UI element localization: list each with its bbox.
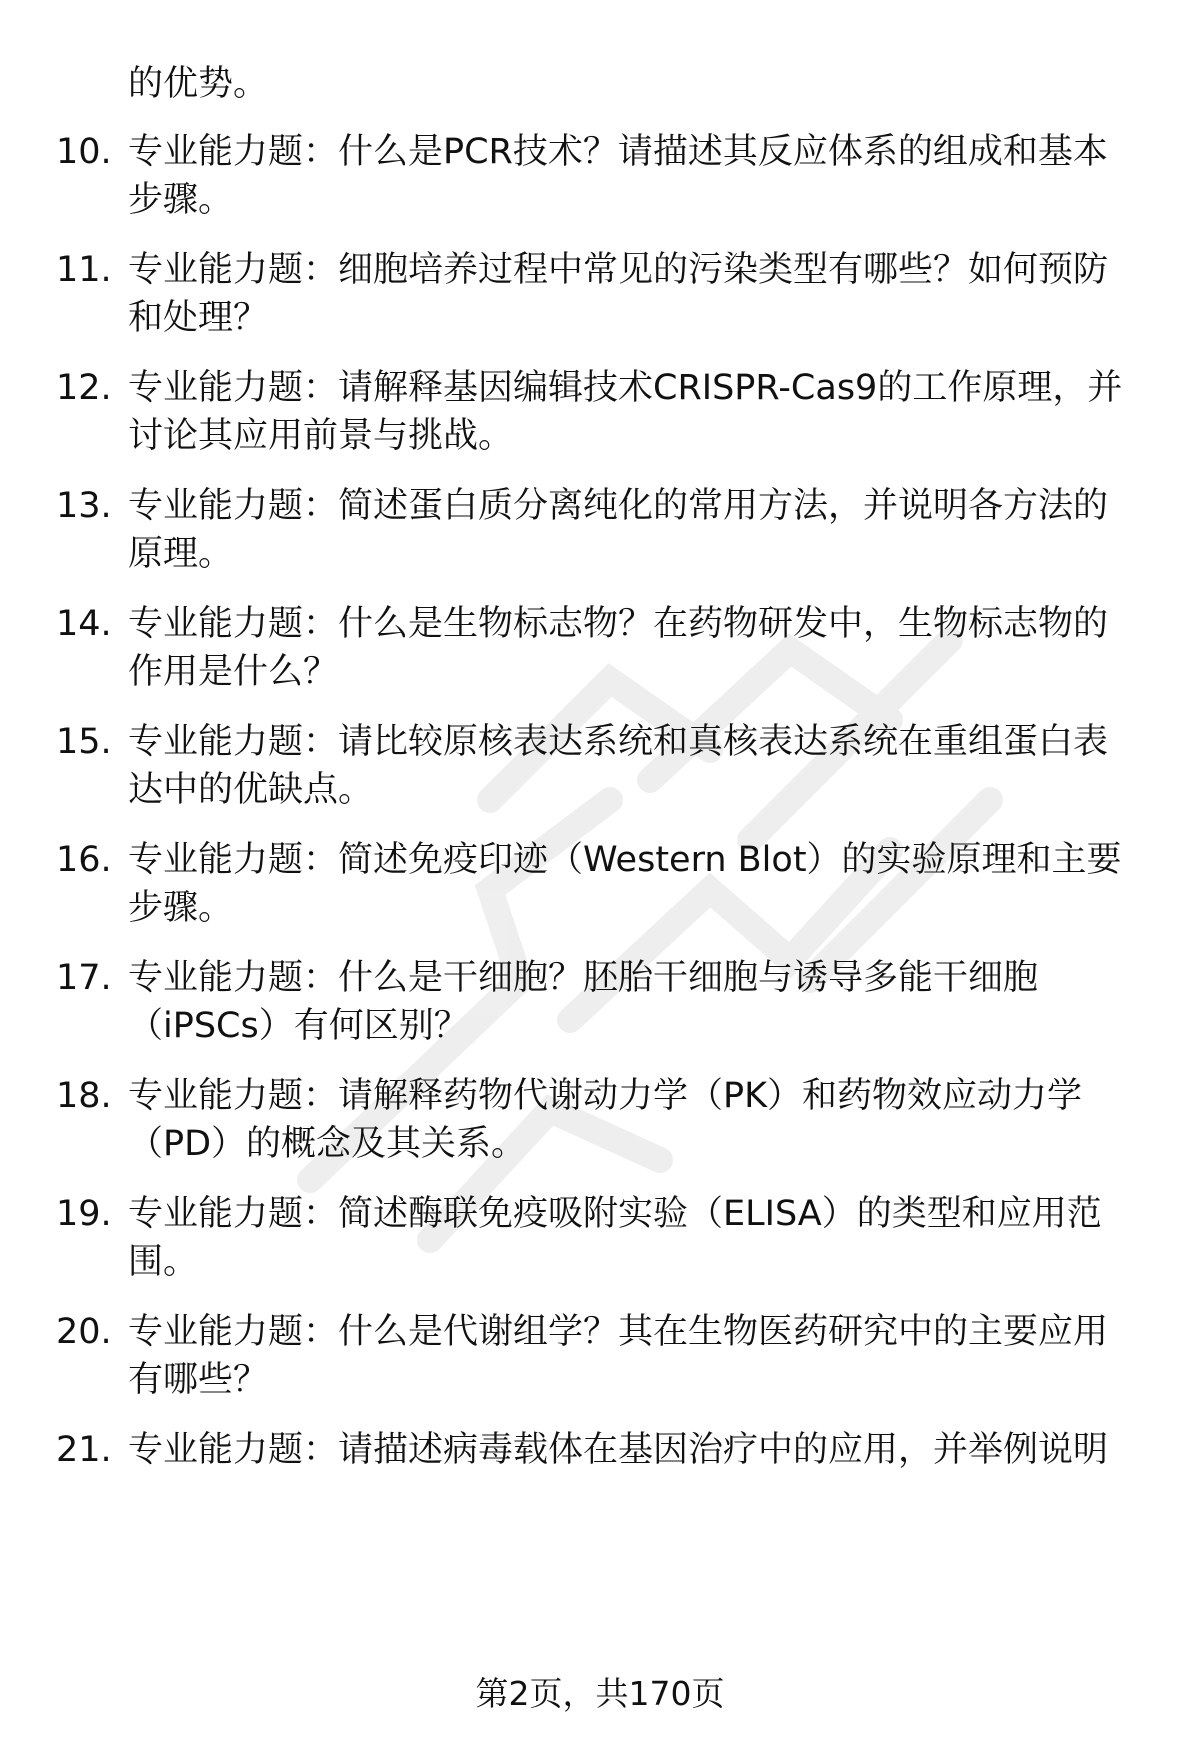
item-text [128,1308,1138,1404]
item-text-line: 有哪些？ [128,1360,269,1400]
item-text-line: （PD）的概念及其关系。 [128,1124,527,1164]
item-text-line: 专业能力题：请解释基因编辑技术CRISPR-Cas9的工作原理，并 [128,368,1123,408]
item-number: 11. [56,250,112,290]
item-text [128,128,1138,224]
item-number: 20. [56,1312,112,1352]
item-text-line: 步骤。 [128,180,234,220]
item-text [128,600,1138,696]
item-number: 13. [56,486,112,526]
item-number: 12. [56,368,112,408]
item-text-line: 专业能力题：简述蛋白质分离纯化的常用方法，并说明各方法的 [128,486,1109,526]
item-number: 14. [56,604,112,644]
continued-text: 的优势。 [128,64,269,104]
item-text-line: 围。 [128,1242,199,1282]
item-text [128,246,1138,342]
item-text [128,1190,1138,1286]
item-text [128,718,1138,814]
item-text-line: 达中的优缺点。 [128,770,374,810]
item-number: 21. [56,1430,112,1470]
item-text-line: 讨论其应用前景与挑战。 [128,416,514,456]
item-number: 16. [56,840,112,880]
item-text [128,1426,1138,1474]
item-text-line: 作用是什么？ [128,652,339,692]
item-text-line: 专业能力题：什么是代谢组学？其在生物医药研究中的主要应用 [128,1312,1109,1352]
item-text-line: 专业能力题：请比较原核表达系统和真核表达系统在重组蛋白表 [128,722,1109,762]
item-number: 17. [56,958,112,998]
item-text-line: 专业能力题：请解释药物代谢动力学（PK）和药物效应动力学 [128,1076,1083,1116]
item-number: 19. [56,1194,112,1234]
item-text [128,482,1138,578]
page-footer: 第2页，共170页 [475,1674,725,1713]
item-text-line: 专业能力题：什么是干细胞？胚胎干细胞与诱导多能干细胞 [128,958,1039,998]
item-text [128,364,1138,460]
item-text-line: 专业能力题：简述免疫印迹（Western Blot）的实验原理和主要 [128,840,1122,880]
item-text-line: 专业能力题：细胞培养过程中常见的污染类型有哪些？如何预防 [128,250,1109,290]
item-text-line: 专业能力题：简述酶联免疫吸附实验（ELISA）的类型和应用范 [128,1194,1102,1234]
item-text [128,836,1138,932]
item-text-line: （iPSCs）有何区别？ [128,1006,469,1046]
item-text [128,954,1138,1050]
item-text-line: 专业能力题：什么是PCR技术？请描述其反应体系的组成和基本 [128,132,1108,172]
item-text [128,1072,1138,1168]
item-number: 15. [56,722,112,762]
item-text-line: 原理。 [128,534,234,574]
item-text-line: 专业能力题：什么是生物标志物？在药物研发中，生物标志物的 [128,604,1109,644]
item-number: 10. [56,132,112,172]
item-number: 18. [56,1076,112,1116]
item-text-line: 和处理？ [128,298,269,338]
item-text-line: 步骤。 [128,888,234,928]
item-text-line: 专业能力题：请描述病毒载体在基因治疗中的应用，并举例说明 [128,1430,1109,1470]
